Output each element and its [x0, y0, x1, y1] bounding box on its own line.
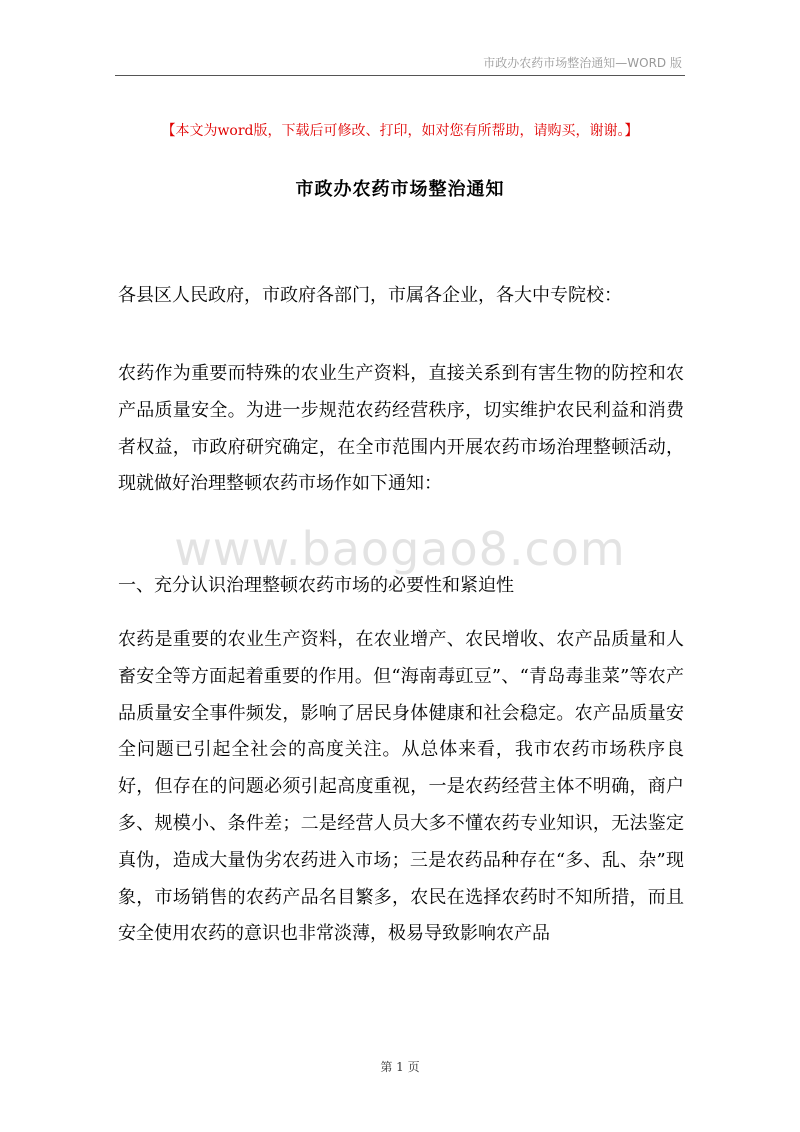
running-header: 市政办农药市场整治通知—WORD 版	[483, 56, 682, 70]
salutation: 各县区人民政府，市政府各部门，市属各企业，各大中专院校：	[118, 285, 622, 306]
section-body-paragraph: 农药是重要的农业生产资料，在农业增产、农民增收、农产品质量和人畜安全等方面起着重要的作用。但“海南毒豇豆”、“青岛毒韭菜”等农产品质量安全事件频发，影响了居民身体健康和社会稳定。农产品质量安全问题已引起全社会的高度关注。从总体来看，我市农药市场秩序良好，但存在的问题必须引起高度重视，一是农药经营主体不明确，商户多、规模小、条件差；二是经营人员大多不懂农药专业知识，无法鉴定真伪，造成大量伪劣农药进入市场；三是农药品种存在“多、乱、杂”现象，市场销售的农药产品名目繁多，农民在选择农药时不知所措，而且安全使用农药的意识也非常淡薄，极易导致影响农产品	[118, 629, 684, 945]
page-number: 第 1 页	[380, 1060, 420, 1074]
intro-paragraph: 农药作为重要而特殊的农业生产资料，直接关系到有害生物的防控和农产品质量安全。为进一步规范农药经营秩序，切实维护农民利益和消费者权益，市政府研究确定，在全市范围内开展农药市场治理整顿活动，现就做好治理整顿农药市场作如下通知：	[118, 363, 684, 495]
header-divider	[115, 75, 685, 76]
purchase-notice: 【本文为word版，下载后可修改、打印，如对您有所帮助，请购买，谢谢。】	[161, 123, 639, 139]
watermark: www.baogao8.com	[174, 522, 626, 576]
section-heading: 一、充分认识治理整顿农药市场的必要性和紧迫性	[118, 575, 514, 596]
document-title: 市政办农药市场整治通知	[295, 179, 505, 200]
